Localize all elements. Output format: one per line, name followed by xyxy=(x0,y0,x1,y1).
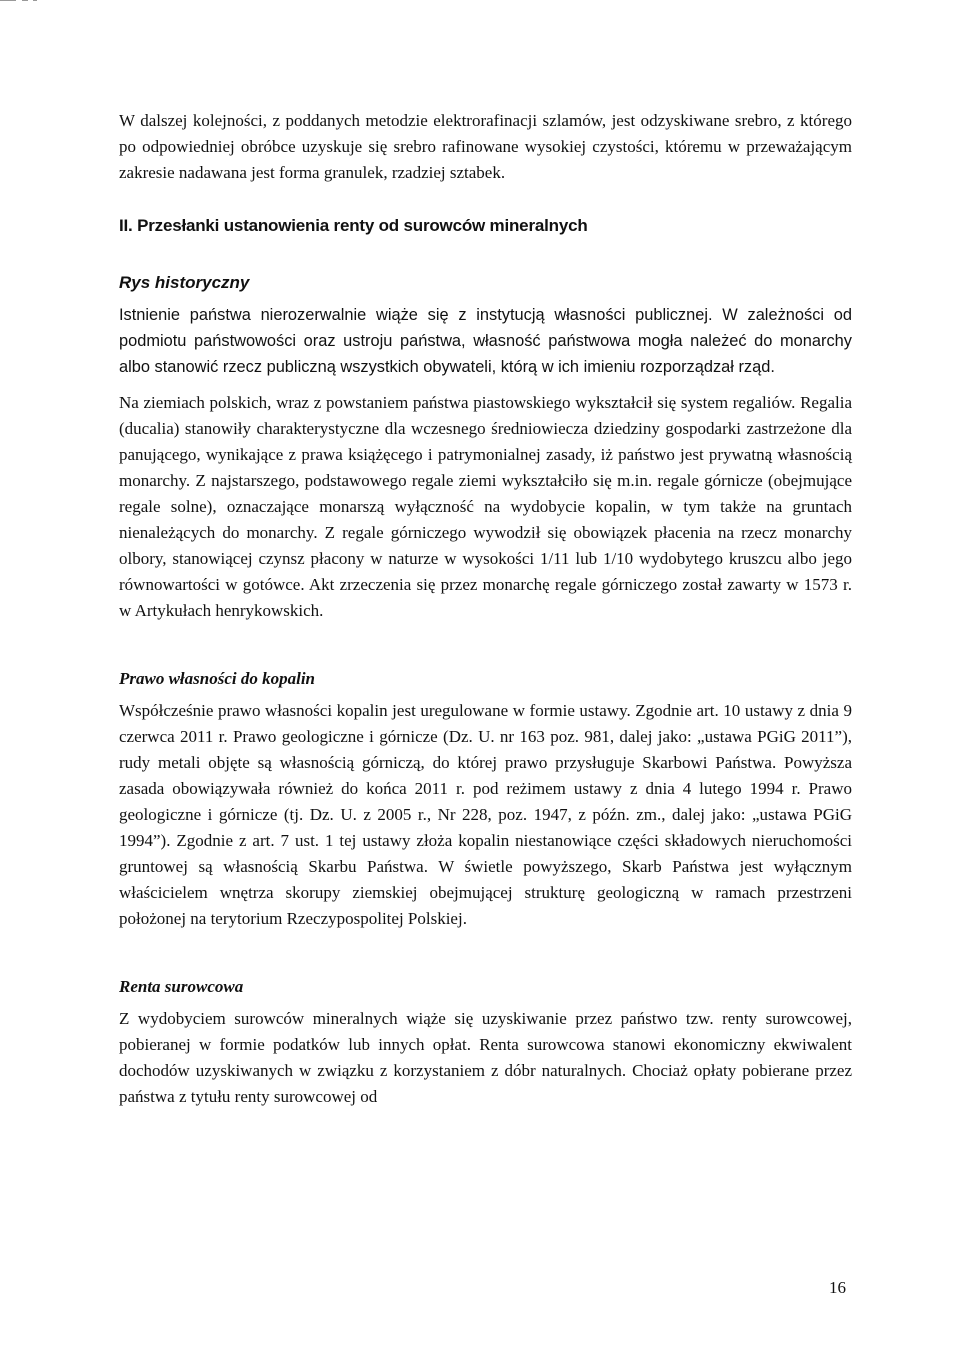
scan-edge-mark xyxy=(33,0,37,1)
subheading-renta-surowcowa: Renta surowcowa xyxy=(119,977,244,996)
section-heading: II. Przesłanki ustanowienia renty od surowców mineralnych xyxy=(119,216,588,235)
scan-edge-mark xyxy=(22,0,28,1)
paragraph-prawo: Współcześnie prawo własności kopalin jest uregulowane w formie ustawy. Zgodnie art. 10 ustawy z dnia 9 czerwca 2011 r. Prawo geologiczne i górnicze (Dz. U. nr 163 poz. 981, dalej jako: „ustawa PGiG 2011”), rudy metali objęte są własnością górniczą, do której prawo przysługuje Skarbowi Państwa. Powyższa zasada obowiązywała również do końca 2011 r. pod reżimem ustawy z dnia 4 lutego 1994 r. Prawo geologiczne i górnicze (tj. Dz. U. z 2005 r., Nr 228, poz. 1947, z późn. zm., dalej jako: „ustawa PGiG 1994”). Zgodnie z art. 7 ust. 1 tej ustawy złoża kopalin niestanowiące części składowych nieruchomości gruntowej są własnością Skarbu Państwa. W świetle powyższego, Skarb Państwa jest wyłącznym właścicielem wnętrza skorupy ziemskiej obejmującej strukturę geologiczną w ramach przestrzeni położonej na terytorium Rzeczypospolitej Polskiej. xyxy=(119,701,852,928)
paragraph-rys-1: Istnienie państwa nierozerwalnie wiąże się z instytucją własności publicznej. W zależności od podmiotu państwowości oraz ustroju państwa, własność państwowa mogła należeć do monarchy albo stanowić rzecz publiczną wszystkich obywateli, którą w ich imieniu rozporządzał rząd. xyxy=(119,306,852,376)
paragraph-renta: Z wydobyciem surowców mineralnych wiąże się uzyskiwanie przez państwo tzw. renty surowcowej, pobieranej w formie podatków lub innych opłat. Renta surowcowa stanowi ekonomiczny ekwiwalent dochodów uzyskiwanych w związku z korzystaniem z dóbr naturalnych. Chociaż opłaty pobierane przez państwa z tytułu renty surowcowej od xyxy=(119,1009,852,1106)
document-page xyxy=(119,108,852,1110)
subheading-prawo-wlasnosci: Prawo własności do kopalin xyxy=(119,669,316,688)
subheading-rys-historyczny: Rys historyczny xyxy=(119,273,250,292)
intro-paragraph: W dalszej kolejności, z poddanych metodzie elektrorafinacji szlamów, jest odzyskiwane srebro, z którego po odpowiedniej obróbce uzyskuje się srebro rafinowane wysokiej czystości, któremu w przeważającym zakresie nadawana jest forma granulek, rzadziej sztabek. xyxy=(119,111,852,182)
page-number: 16 xyxy=(829,1278,846,1297)
paragraph-rys-2: Na ziemiach polskich, wraz z powstaniem państwa piastowskiego wykształcił się system regaliów. Regalia (ducalia) stanowiły charakterystyczne dla wczesnego średniowiecza dziedziny gospodarki zastrzeżone dla panującego, wynikające z prawa książęcego i patrymonialnej zasady, iż państwo jest prywatną własnością monarchy. Z najstarszego, podstawowego regale ziemi wykształciło się m.in. regale górnicze (obejmujące regale solne), oznaczające monarszą wyłączność na wydobycie kopalin, w tym także na gruntach nienależących do monarchy. Z regale górniczego wywodził się obowiązek płacenia na rzecz monarchy olbory, stanowiącej czynsz płacony w naturze w wysokości 1/11 lub 1/10 wydobytego kruszcu albo jego równowartości w gotówce. Akt zrzeczenia się przez monarchę regale górniczego został zawarty w 1573 r. w Artykułach henrykowskich. xyxy=(119,393,852,620)
scan-edge-mark xyxy=(0,0,16,1)
